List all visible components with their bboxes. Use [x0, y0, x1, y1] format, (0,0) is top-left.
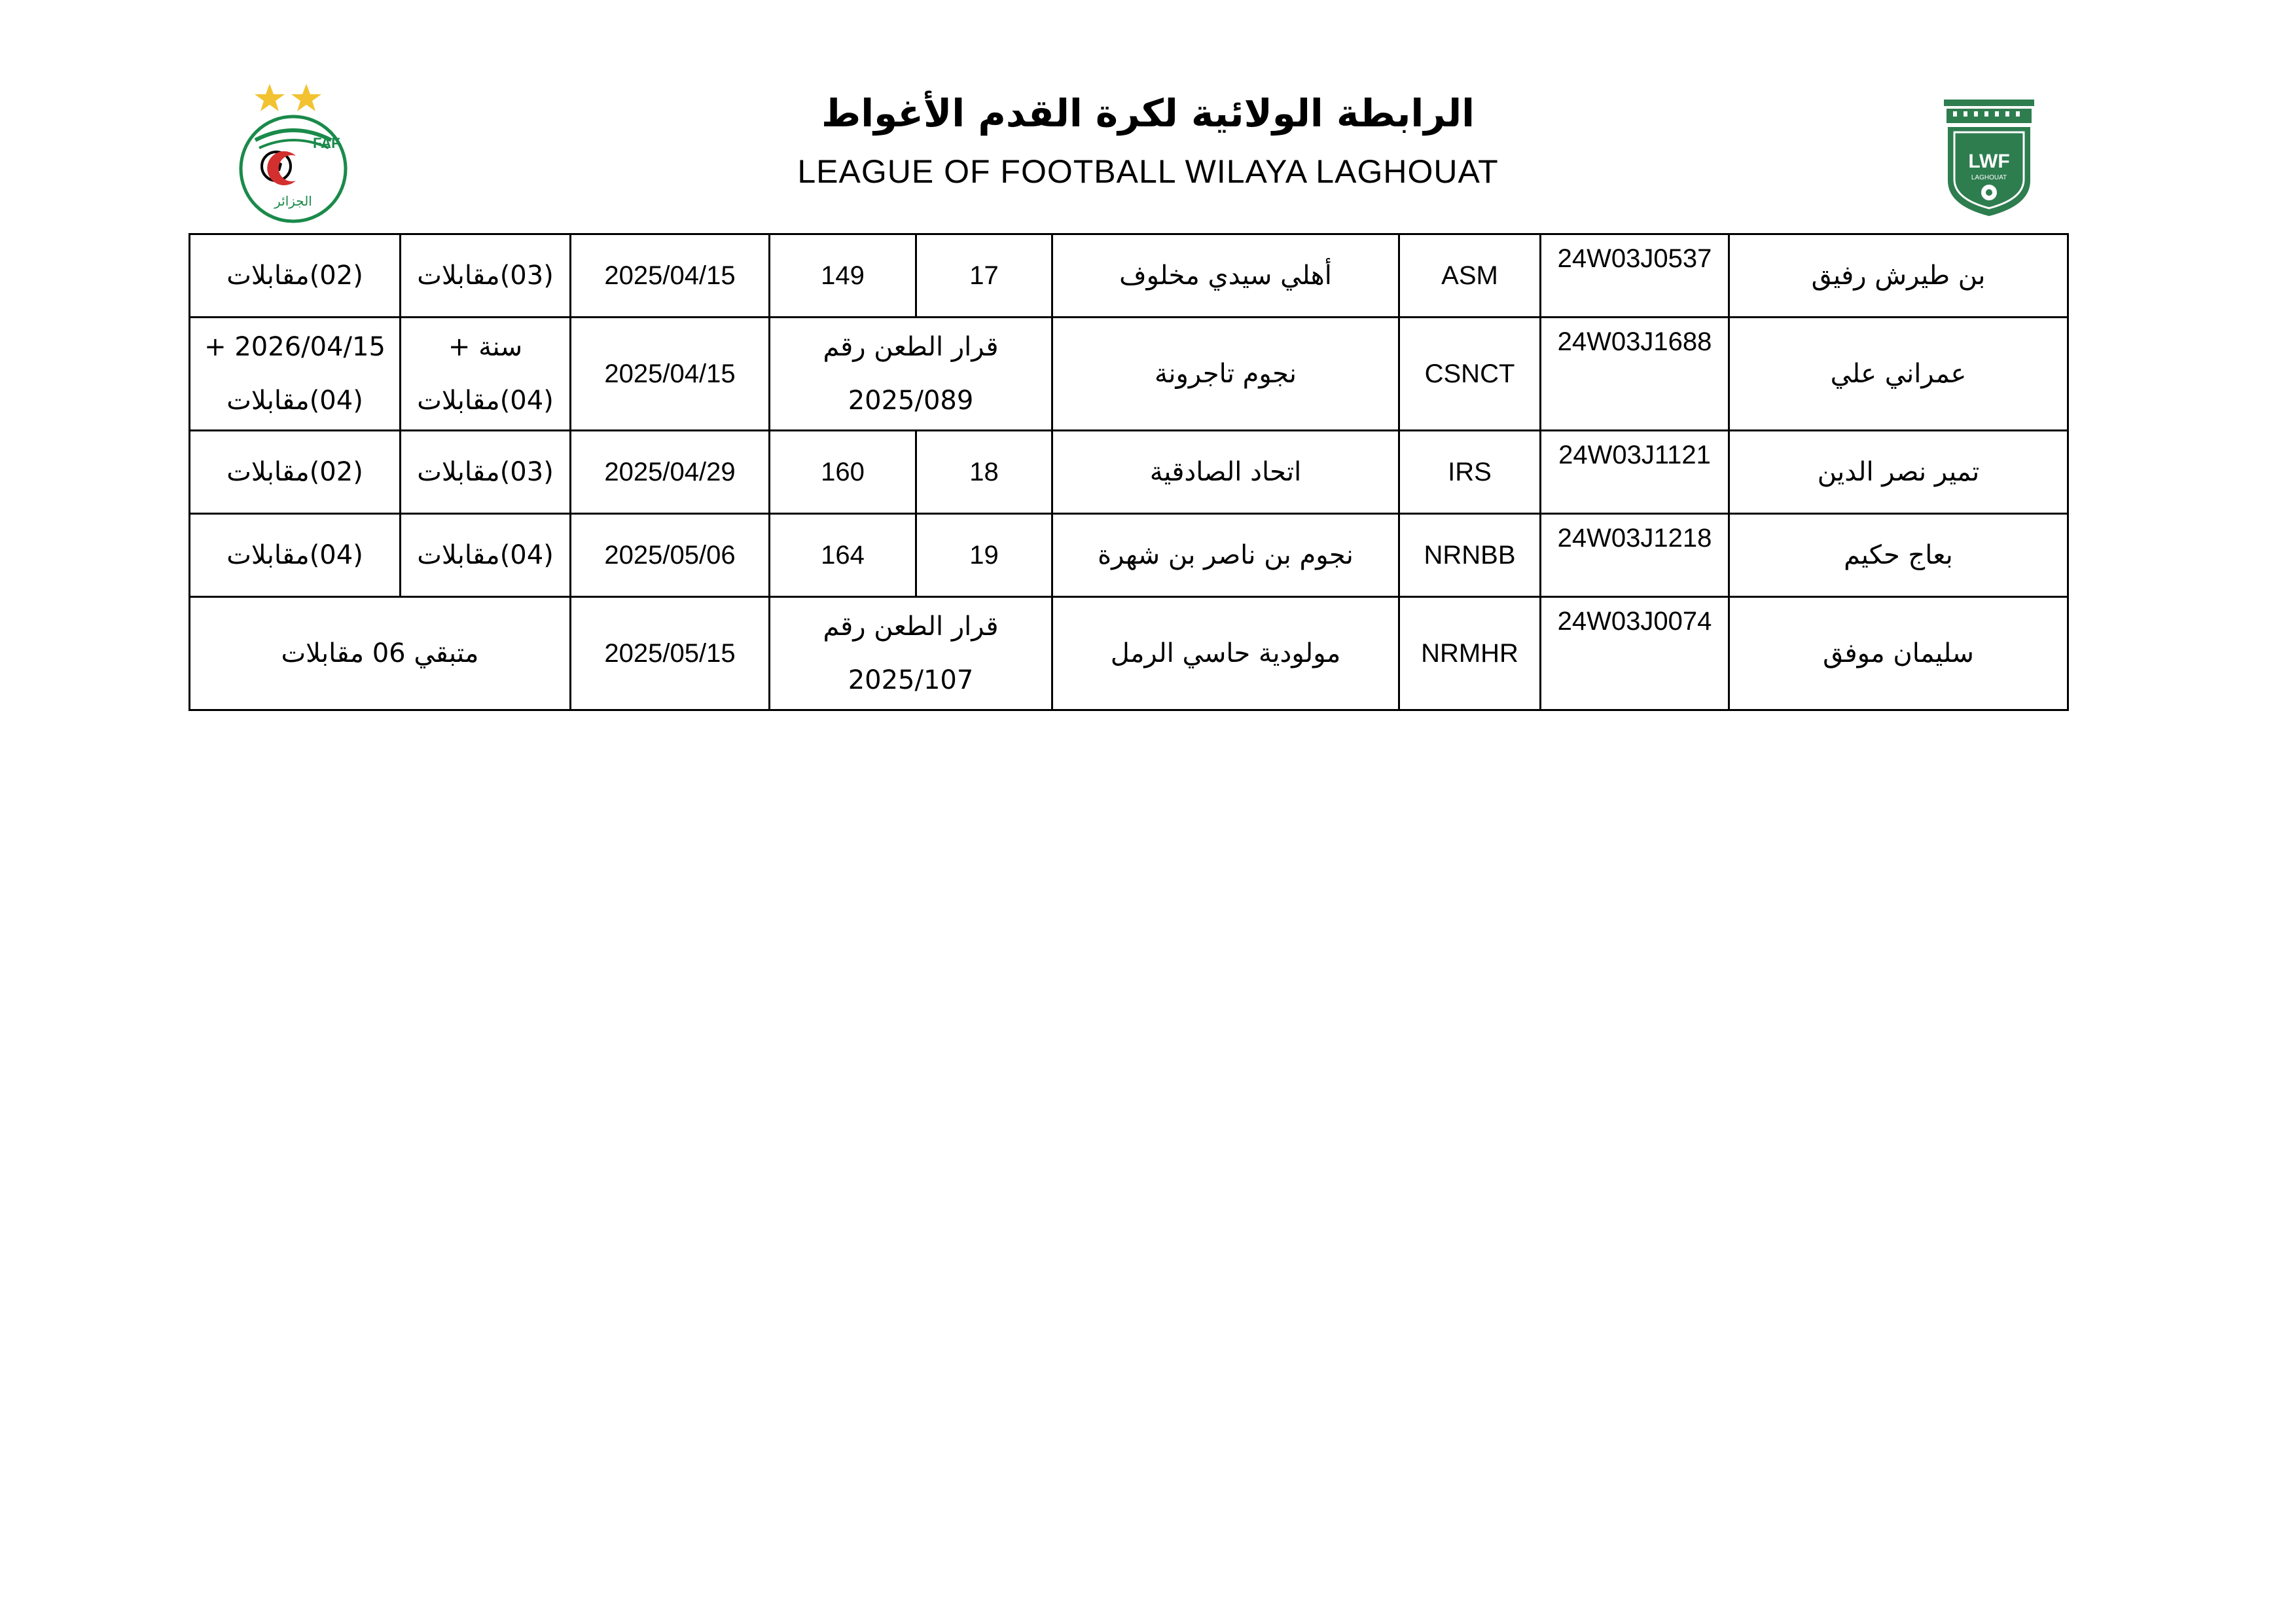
penalty-a-line1: سنة +: [448, 332, 523, 362]
date-cell: 2025/05/15: [571, 597, 770, 710]
penalty-b-line1: 2026/04/15 +: [204, 332, 386, 362]
appeal-decision-number: 2025/089: [848, 386, 974, 416]
penalty-a-cell: (03)مقابلات: [401, 234, 571, 318]
club-name-cell: اتحاد الصادقية: [1052, 431, 1399, 514]
club-code-cell: NRNBB: [1399, 514, 1541, 597]
license-number-cell: 24W03J0537: [1541, 234, 1729, 318]
license-number-cell: 24W03J0074: [1541, 597, 1729, 710]
date-cell: 2025/04/15: [571, 234, 770, 318]
table-row: [190, 318, 2068, 431]
club-code-cell: CSNCT: [1399, 318, 1541, 431]
date-cell: 2025/04/15: [571, 318, 770, 431]
lwf-laghouat-logo: [1940, 94, 2038, 219]
player-name-cell: عمراني علي: [1729, 318, 2068, 431]
svg-text:FAF: FAF: [313, 135, 340, 151]
penalty-a-cell: [401, 318, 571, 431]
table-row: [190, 234, 2068, 318]
club-code-cell: ASM: [1399, 234, 1541, 318]
svg-text:LWF: LWF: [1968, 151, 2010, 172]
svg-text:الجزائر: الجزائر: [274, 193, 312, 209]
date-cell: 2025/04/29: [571, 431, 770, 514]
suspensions-table: [188, 233, 2069, 711]
faf-algeria-logo: [233, 82, 353, 227]
bulletin-number-cell: 19: [916, 514, 1052, 597]
license-number-cell: 24W03J1218: [1541, 514, 1729, 597]
club-code-cell: NRMHR: [1399, 597, 1541, 710]
svg-text:LAGHOUAT: LAGHOUAT: [1971, 174, 2007, 181]
decision-number-cell: 149: [770, 234, 916, 318]
decision-number-cell: 160: [770, 431, 916, 514]
player-name-cell: بعاج حكيم: [1729, 514, 2068, 597]
appeal-decision-number: 2025/107: [848, 665, 974, 695]
appeal-decision-label: قرار الطعن رقم: [823, 332, 999, 362]
penalty-b-cell: (02)مقابلات: [190, 234, 401, 318]
table-row: [190, 597, 2068, 710]
club-code-cell: IRS: [1399, 431, 1541, 514]
appeal-decision-cell: [770, 597, 1052, 710]
appeal-decision-cell: [770, 318, 1052, 431]
player-name-cell: تمير نصر الدين: [1729, 431, 2068, 514]
penalty-a-line2: (04)مقابلات: [417, 386, 554, 416]
club-name-cell: نجوم بن ناصر بن شهرة: [1052, 514, 1399, 597]
club-name-cell: نجوم تاجرونة: [1052, 318, 1399, 431]
table-row: [190, 514, 2068, 597]
bulletin-number-cell: 18: [916, 431, 1052, 514]
penalty-a-cell: (03)مقابلات: [401, 431, 571, 514]
bulletin-number-cell: 17: [916, 234, 1052, 318]
page-title-english: LEAGUE OF FOOTBALL WILAYA LAGHOUAT: [797, 153, 1499, 190]
page-header: [0, 0, 2296, 223]
date-cell: 2025/05/06: [571, 514, 770, 597]
decision-number-cell: 164: [770, 514, 916, 597]
penalty-b-cell: [190, 318, 401, 431]
player-name-cell: بن طيرش رفيق: [1729, 234, 2068, 318]
appeal-decision-label: قرار الطعن رقم: [823, 611, 999, 642]
club-name-cell: مولودية حاسي الرمل: [1052, 597, 1399, 710]
faf-crest-icon: [233, 82, 353, 227]
player-name-cell: سليمان موفق: [1729, 597, 2068, 710]
club-name-cell: أهلي سيدي مخلوف: [1052, 234, 1399, 318]
penalty-b-line2: (04)مقابلات: [226, 386, 363, 416]
penalty-b-cell: (04)مقابلات: [190, 514, 401, 597]
page-title-arabic: الرابطة الولائية لكرة القدم الأغواط: [821, 91, 1475, 136]
lwf-crest-icon: [1940, 94, 2038, 219]
license-number-cell: 24W03J1688: [1541, 318, 1729, 431]
penalty-a-cell: (04)مقابلات: [401, 514, 571, 597]
penalty-b-cell: (02)مقابلات: [190, 431, 401, 514]
license-number-cell: 24W03J1121: [1541, 431, 1729, 514]
table-row: [190, 431, 2068, 514]
remaining-matches-cell: متبقي 06 مقابلات: [190, 597, 571, 710]
